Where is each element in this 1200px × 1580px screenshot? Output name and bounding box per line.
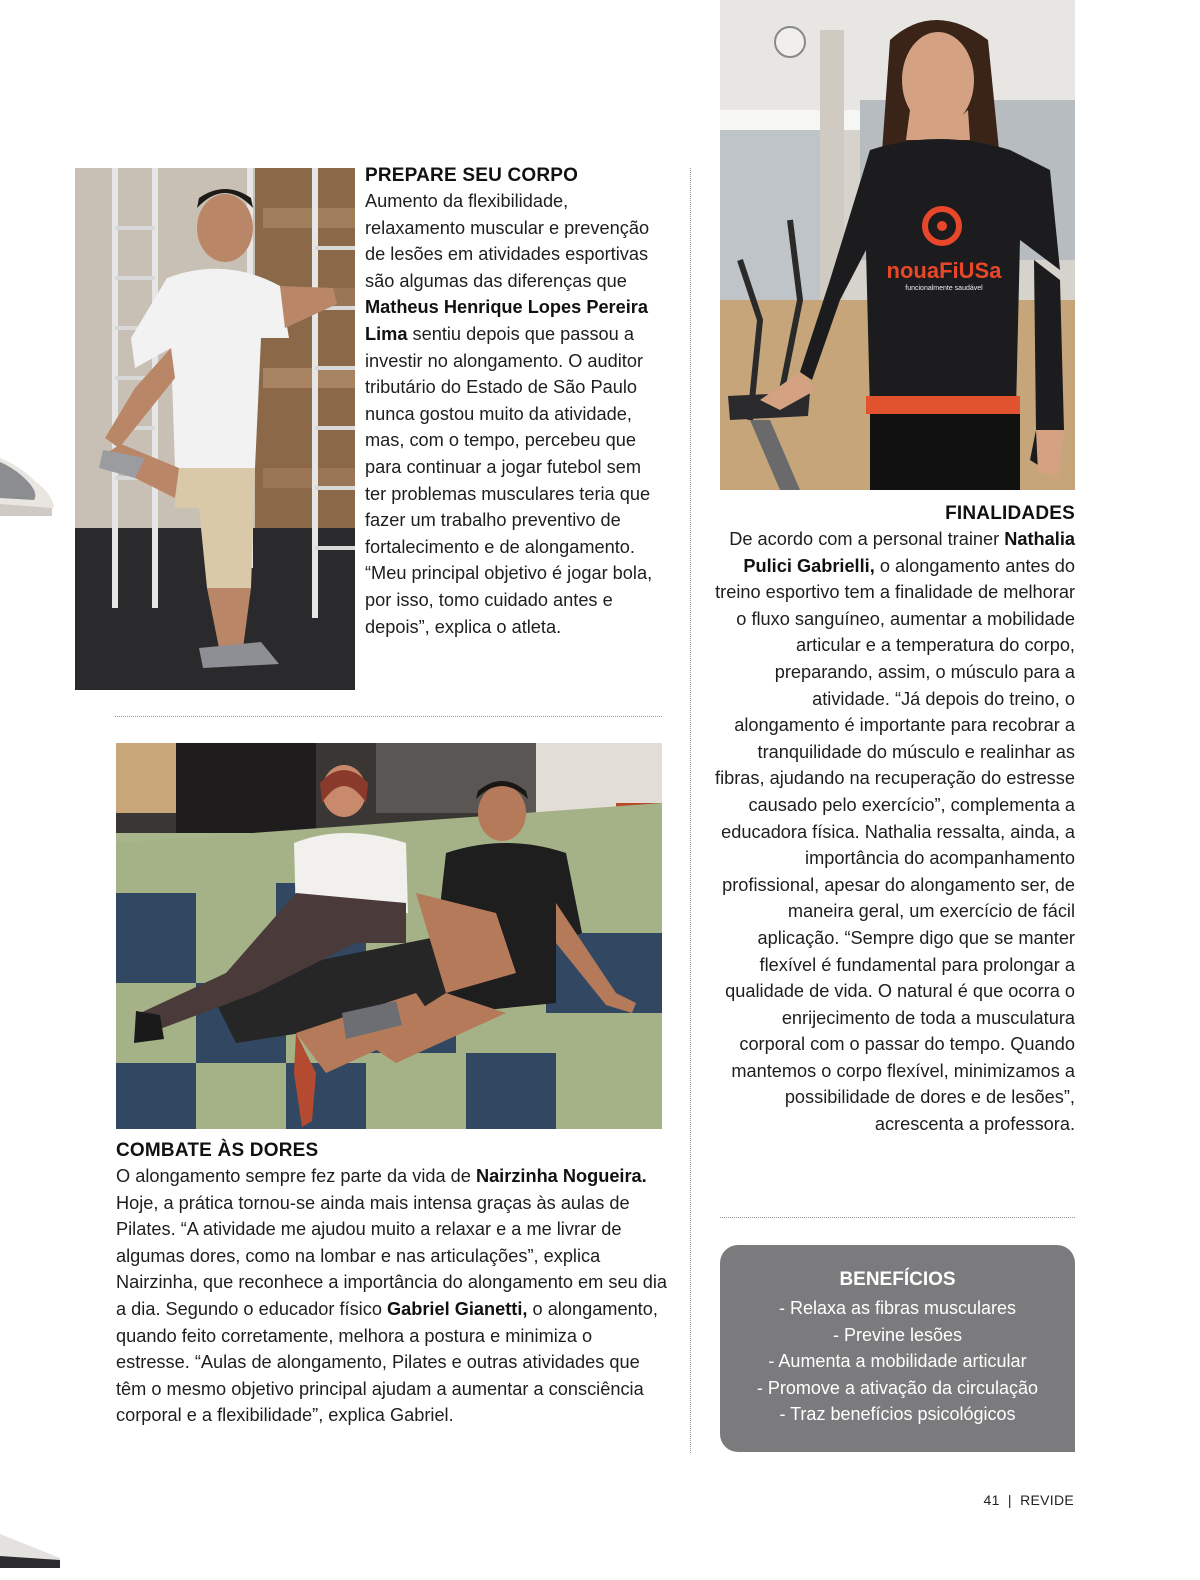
beneficio-item: - Traz benefícios psicológicos <box>779 1404 1016 1425</box>
combate-body <box>116 1163 668 1429</box>
beneficio-item: - Promove a ativação da circulação <box>756 1377 1039 1398</box>
photo-nairzinha-gabriel <box>116 743 662 1129</box>
shirt-logo-brand: nouaFiUSa <box>886 258 1002 283</box>
combate-text-3: o alongamento, quando feito corretamente, melhora a postura e minimiza o estresse. “Aulas de alongamento, Pilates e outras atividades que têm o mesmo objetivo principal ajudam a aumentar a consciência corporal e a flexibilidade”, explica Gabriel. <box>116 1298 658 1426</box>
prepare-name-matheus: Matheus Henrique Lopes Pereira Lima <box>365 297 648 344</box>
finalidades-article <box>712 502 1075 1138</box>
photo-nathalia-trainer <box>720 0 1075 490</box>
combate-text-2: Hoje, a prática tornou-se ainda mais intensa graças às aulas de Pilates. “A atividade me ajudou muito a relaxar e a me livrar de algumas dores, como na lombar e nas articulações”, explica Nairzinha, que reconhece a importância do alongamento em seu dia a dia. Segundo o educador físico <box>116 1192 668 1319</box>
beneficios-title: BENEFÍCIOS <box>839 1269 956 1290</box>
finalidades-heading: FINALIDADES <box>945 503 1075 524</box>
footer-separator: | <box>1007 1492 1012 1508</box>
separator-column <box>690 168 691 1453</box>
combate-name-nairzinha: Nairzinha Nogueira. <box>475 1166 647 1186</box>
combate-heading: COMBATE ÀS DORES <box>116 1140 319 1161</box>
beneficio-item: - Aumenta a mobilidade articular <box>768 1351 1027 1372</box>
finalidades-body <box>712 526 1075 1138</box>
prepare-text-1: Aumento da flexibilidade, relaxamento muscular e prevenção de lesões em atividades esportivas são algumas das diferenças que <box>365 191 650 291</box>
separator-left <box>115 716 662 717</box>
beneficios-box <box>720 1245 1075 1452</box>
shirt-logo-tagline: funcionalmente saudável <box>905 285 983 292</box>
separator-right <box>720 1217 1075 1218</box>
edge-shoe-image <box>0 448 56 520</box>
beneficio-item: - Relaxa as fibras musculares <box>778 1298 1017 1318</box>
prepare-heading: PREPARE SEU CORPO <box>365 165 579 186</box>
prepare-text-2: sentiu depois que passou a investir no alongamento. O auditor tributário do Estado de São Paulo nunca gostou muito da atividade, mas, com o tempo, percebeu que para continuar a jogar futebol sem ter problemas musculares teria que fazer um trabalho preventivo de fortalecimento e de alongamento. “Meu principal objetivo é jogar bola, por isso, tomo cuidado antes e depois”, explica o atleta. <box>365 323 653 637</box>
magazine-name: REVIDE <box>1020 1492 1074 1508</box>
beneficio-item: - Previne lesões <box>832 1324 963 1345</box>
prepare-body <box>365 188 665 640</box>
page-footer <box>984 1492 1074 1508</box>
combate-name-gabriel: Gabriel Gianetti, <box>386 1298 528 1319</box>
photo-matheus-stretching <box>75 168 355 690</box>
finalidades-name-nathalia: Nathalia Pulici Gabrielli, <box>743 529 1075 576</box>
page-number: 41 <box>983 1492 1000 1508</box>
combate-text-1: O alongamento sempre fez parte da vida de <box>116 1166 476 1186</box>
edge-shoe-image-bottom <box>0 1530 62 1568</box>
combate-article <box>116 1139 668 1429</box>
finalidades-text-1: De acordo com a personal trainer <box>729 529 1005 549</box>
beneficios-list <box>720 1295 1075 1428</box>
finalidades-text-2: o alongamento antes do treino esportivo tem a finalidade de melhorar o fluxo sanguíneo, aumentar a mobilidade articular e a temperatura do corpo, preparando, assim, o músculo para a atividade. “Já depois do treino, o alongamento é importante para recobrar a tranquilidade do músculo e realinhar as fibras, ajudando na recuperação do estresse causado pelo exercício”, complementa a educadora física. Nathalia ressalta, ainda, a importância do acompanhamento profissional, apesar do alongamento ser, de maneira geral, um exercício de fácil aplicação. “Sempre digo que se manter flexível é fundamental para prolongar a qualidade de vida. O natural é que ocorra o enrijecimento de toda a musculatura corporal com o passar do tempo. Quando mantemos o corpo flexível, minimizamos a possibilidade de dores e de lesões”, acrescenta a professora. <box>715 555 1075 1135</box>
prepare-article <box>365 164 665 640</box>
